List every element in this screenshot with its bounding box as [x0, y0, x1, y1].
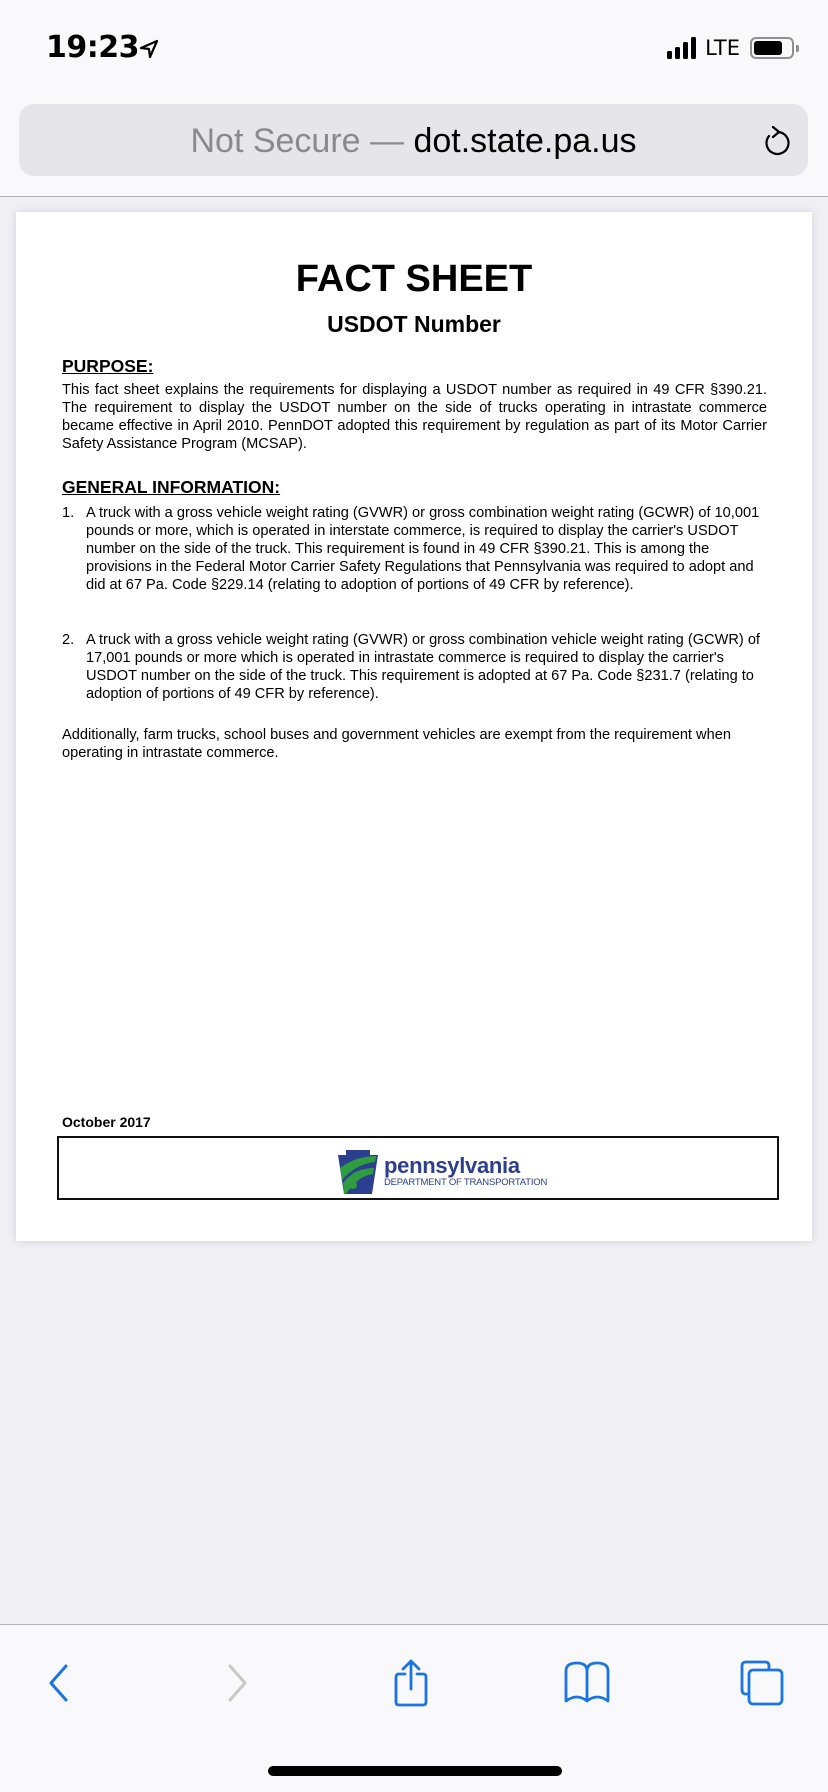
tabs-button[interactable] — [732, 1655, 792, 1711]
list-number: 2. — [62, 632, 75, 648]
signal-strength-icon — [667, 37, 696, 59]
url-domain: dot.state.pa.us — [404, 122, 637, 160]
additional-paragraph: Additionally, farm trucks, school buses and government vehicles are exempt from the requirement when operating in intrastate commerce. — [62, 727, 731, 761]
status-indicators — [667, 36, 794, 60]
network-type: LTE — [705, 36, 740, 60]
back-button[interactable] — [28, 1655, 88, 1711]
general-information-heading: GENERAL INFORMATION: — [62, 477, 281, 497]
logo-name: pennsylvania — [384, 1153, 520, 1178]
document-date: October 2017 — [62, 1114, 151, 1130]
status-time: 19:23 — [46, 30, 139, 65]
chevron-right-icon — [226, 1663, 250, 1703]
location-arrow-icon — [138, 38, 160, 60]
battery-icon — [750, 37, 794, 59]
list-item — [62, 504, 772, 594]
reload-icon[interactable] — [758, 124, 792, 160]
list-number: 1. — [62, 505, 75, 521]
footer-logo-box — [57, 1136, 779, 1200]
share-button[interactable] — [381, 1655, 441, 1711]
penndot-logo — [336, 1150, 547, 1194]
document-title: FACT SHEET — [295, 258, 533, 300]
list-text: A truck with a gross vehicle weight rating (GVWR) or gross combination weight rating (GCWR) of 10,001 pounds or more, which is operated in interstate commerce, is required to display the carrier's USDOT number on the side of the truck. This requirement is found in 49 CFR §390.21. This is among the provisions in the Federal Motor Carrier Safety Regulations that Pennsylvania was required to adopt and did at 67 Pa. Code §229.14 (relating to adoption of portions of 49 CFR by reference). — [86, 505, 760, 593]
share-icon — [393, 1658, 429, 1708]
book-icon — [563, 1661, 611, 1705]
tabs-icon — [739, 1659, 785, 1707]
address-bar[interactable] — [19, 104, 808, 176]
forward-button[interactable] — [208, 1655, 268, 1711]
chevron-left-icon — [46, 1663, 70, 1703]
bookmarks-button[interactable] — [557, 1655, 617, 1711]
home-indicator[interactable] — [268, 1766, 562, 1776]
document-subtitle: USDOT Number — [327, 311, 501, 337]
logo-department: DEPARTMENT OF TRANSPORTATION — [384, 1177, 548, 1188]
purpose-paragraph: This fact sheet explains the requirements for displaying a USDOT number as required in 49 CFR §390.21. The requirement to display the USDOT number on the side of trucks operating in intrastate commerce became effective in April 2010. PennDOT adopted this requirement by regulation as part of its Motor Carrier Safety Assistance Program (MCSAP). — [62, 382, 767, 452]
list-text: A truck with a gross vehicle weight rating (GVWR) or gross combination vehicle weight rating (GCWR) of 17,001 pounds or more which is operated in intrastate commerce is required to display the carrier's USDOT number on the side of the truck. This requirement is adopted at 67 Pa. Code §231.7 (relating to adoption of portions of 49 CFR by reference). — [86, 632, 760, 702]
purpose-heading: PURPOSE: — [62, 356, 154, 376]
list-item — [62, 631, 772, 703]
security-warning: Not Secure — — [190, 122, 405, 160]
url-display[interactable] — [19, 122, 808, 161]
keystone-icon — [336, 1150, 380, 1194]
browser-top-chrome — [0, 0, 828, 197]
